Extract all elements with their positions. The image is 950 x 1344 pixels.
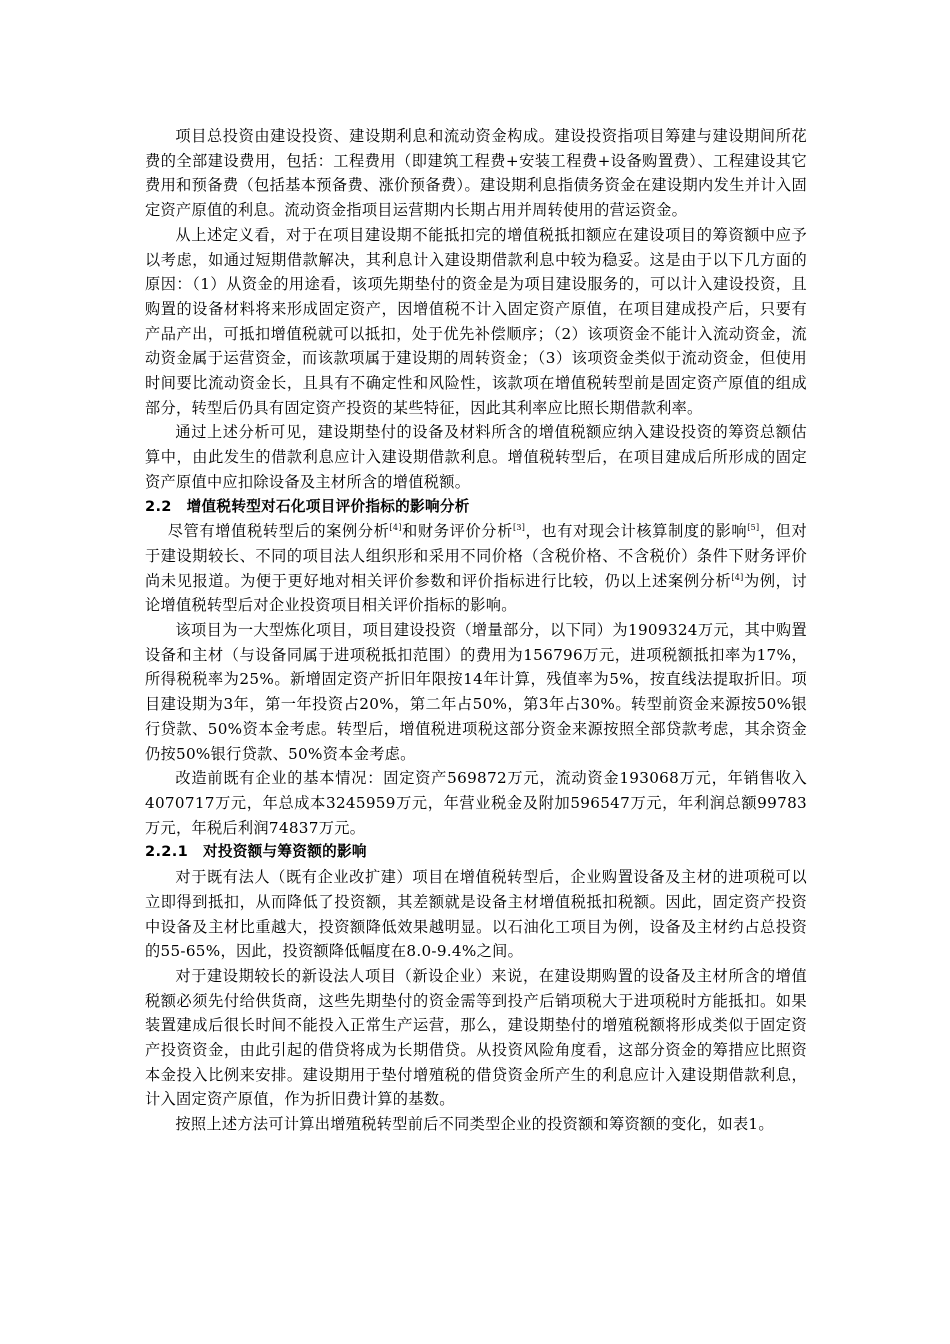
paragraph-new-legal-entity: 对于建设期较长的新设法人项目（新设企业）来说，在建设期购置的设备及主材所含的增值税额必须先付给供货商，这些先期垫付的资金需等到投产后销项税大于进项税时方能抵扣。如果装置建成后很长时间不能投入正常生产运营，那么，建设期垫付的增殖税额将形成类似于固定资产投资资金，由此引起的借贷将成为长期借贷。从投资风险角度看，这部分资金的筹措应比照资本金投入比例来安排。建设期用于垫付增殖税的借贷资金所产生的利息应计入建设期借款利息，计入固定资产原值，作为折旧费计算的基数。	[145, 966, 807, 1109]
document-page	[145, 124, 807, 1137]
citation-ref: [4]	[731, 572, 744, 582]
citation-ref: [4]	[389, 523, 402, 533]
paragraph-existing-enterprise: 改造前既有企业的基本情况：固定资产569872万元，流动资金193068万元，年销售收入4070717万元，年总成本3245959万元，年营业税金及附加596547万元，年利润总额99783万元，年税后利润74837万元。	[145, 769, 807, 837]
section-heading-2-2: 2.2 增值税转型对石化项目评价指标的影响分析	[145, 497, 470, 515]
paragraph-project-description: 该项目为一大型炼化项目，项目建设投资（增量部分，以下同）为1909324万元，其中购置设备和主材（与设备同属于进项税抵扣范围）的费用为156796万元，进项税额抵扣率为17%，所得税税率为25%。新增固定资产折旧年限按14年计算，残值率为5%，按直线法提取折旧。项目建设期为3年，第一年投资占20%，第二年占50%，第3年占30%。转型前资金来源按50%银行贷款、50%资本金考虑。转型后，增值税进项税这部分资金来源按照全部贷款考虑，其余资金仍按50%银行贷款、50%资本金考虑。	[145, 621, 807, 763]
paragraph-vat-deduction-reasons: 从上述定义看，对于在项目建设期不能抵扣完的增值税抵扣额应在建设项目的筹资额中应予以考虑，如通过短期借款解决，其利息计入建设期借款利息中较为稳妥。这是由于以下几方面的原因：（1）从资金的用途看，该项先期垫付的资金是为项目建设服务的，可以计入建设投资，且购置的设备材料将来形成固定资产，因增值税不计入固定资产原值，在项目建成投产后，只要有产品产出，可抵扣增值税就可以抵扣，处于优先补偿顺序；（2）该项资金不能计入流动资金，流动资金属于运营资金，而该款项属于建设期的周转资金；（3）该项资金类似于流动资金，但使用时间要比流动资金长，且具有不确定性和风险性，该款项在增值税转型前是固定资产原值的组成部分，转型后仍具有固定资产投资的某些特征，因此其利率应比照长期借款利率。	[145, 225, 807, 417]
section-heading-2-2-1: 2.2.1 对投资额与筹资额的影响	[145, 843, 367, 861]
paragraph-total-investment: 项目总投资由建设投资、建设期利息和流动资金构成。建设投资指项目筹建与建设期间所花费的全部建设费用，包括：工程费用（即建筑工程费+安装工程费+设备购置费）、工程建设其它费用和预备费（包括基本预备费、涨价预备费）。建设期利息指债务资金在建设期内发生并计入固定资产原值的利息。流动资金指项目运营期内长期占用并周转使用的营运资金。	[145, 127, 807, 220]
paragraph-existing-legal-entity: 对于既有法人（既有企业改扩建）项目在增值税转型后，企业购置设备及主材的进项税可以立即得到抵扣，从而降低了投资额，其差额就是设备主材增值税抵扣税额。因此，固定资产投资中设备及主材比重越大，投资额降低效果越明显。以石油化工项目为例，设备及主材约占总投资的55-65%，因此，投资额降低幅度在8.0-9.4%之间。	[145, 868, 807, 961]
citation-ref: [5]	[747, 523, 760, 533]
citation-ref: [3]	[512, 523, 526, 533]
paragraph-analysis-conclusion: 通过上述分析可见，建设期垫付的设备及材料所含的增值税额应纳入建设投资的筹资总额估算中，由此发生的借款利息应计入建设期借款利息。增值税转型后，在项目建成后所形成的固定资产原值中应扣除设备及主材所含的增值税额。	[145, 423, 807, 491]
paragraph-case-analysis: 尽管有增值税转型后的案例分析[4]和财务评价分析[3]，也有对现会计核算制度的影响[5]，但对于建设期较长、不同的项目法人组织形和采用不同价格（含税价格、不含税价）条件下财务评价尚未见报道。为便于更好地对相关评价参数和评价指标进行比较，仍以上述案例分析[4]为例，讨论增值税转型后对企业投资项目相关评价指标的影响。	[145, 522, 808, 615]
paragraph-table-reference: 按照上述方法可计算出增殖税转型前后不同类型企业的投资额和筹资额的变化，如表1。	[175, 1115, 774, 1134]
